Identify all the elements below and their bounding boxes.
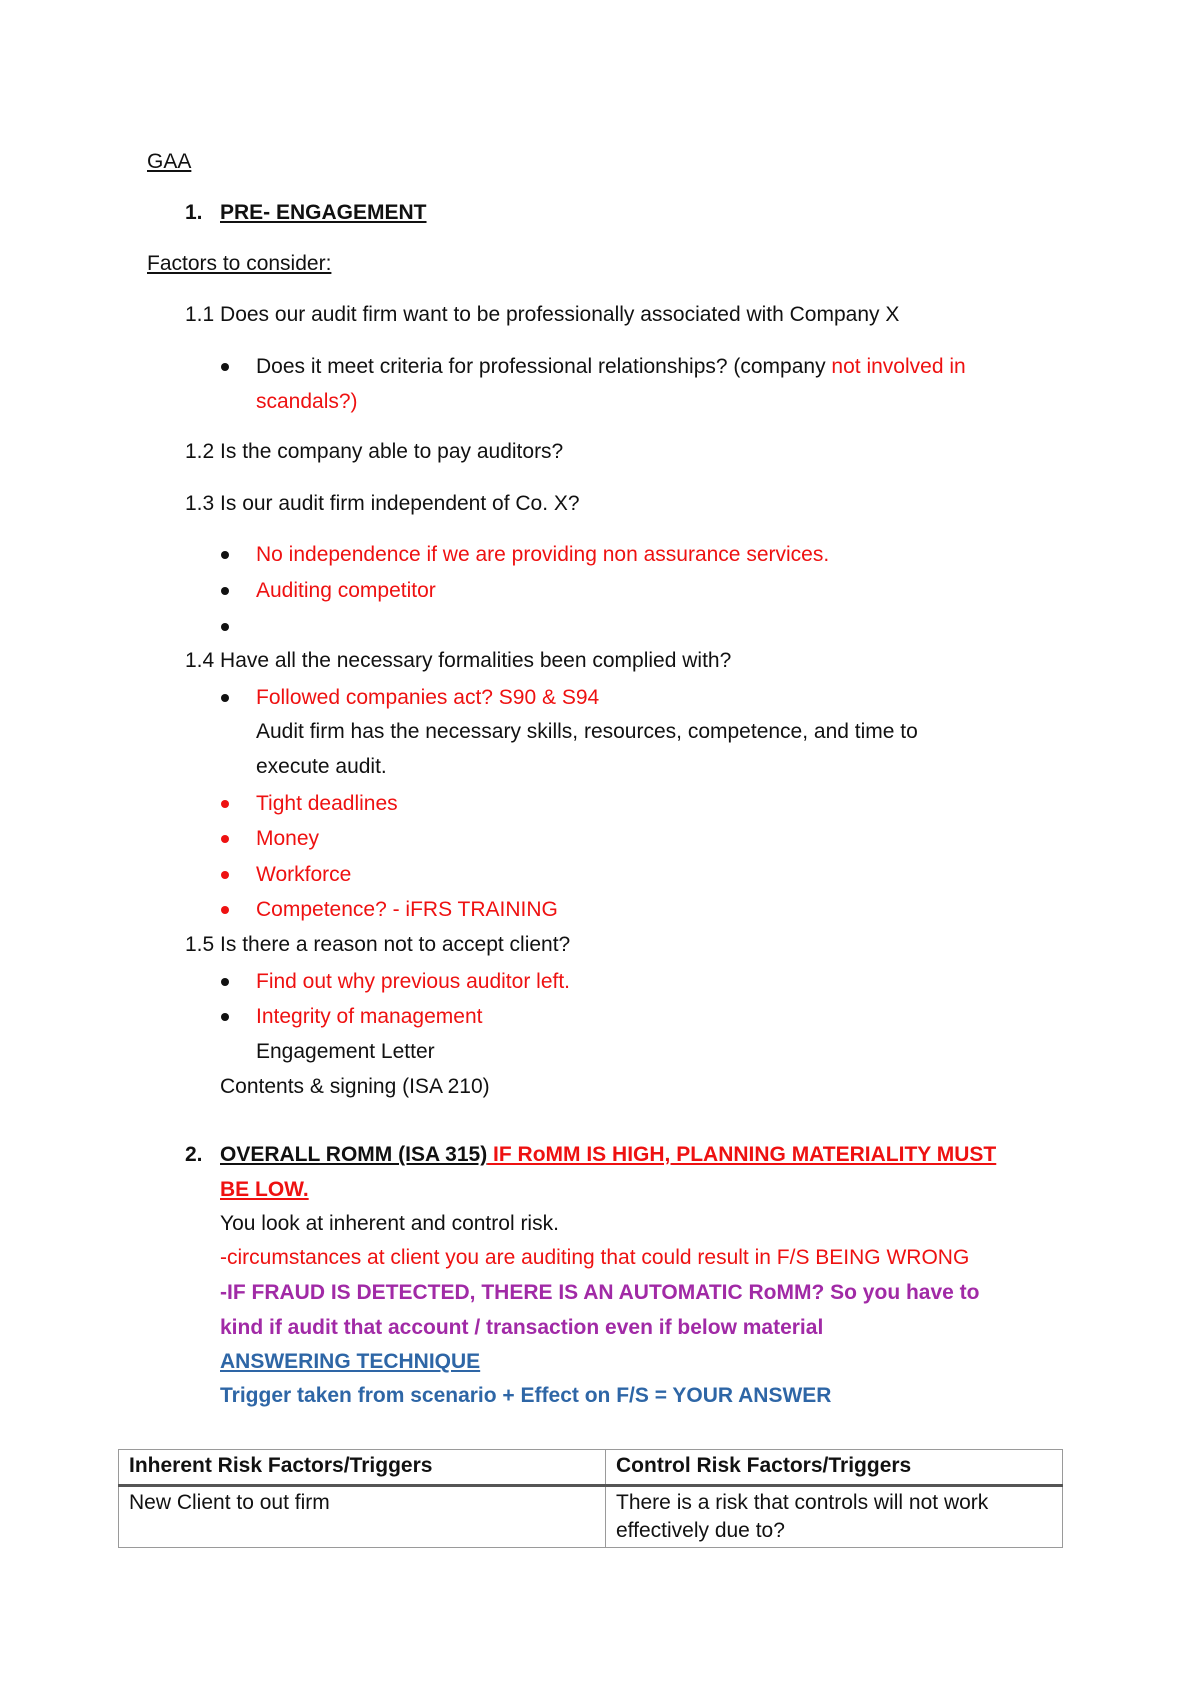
fraud-line-2: kind if audit that account / transaction even if below material: [220, 1316, 824, 1339]
factors-label: Factors to consider:: [147, 252, 332, 275]
q3-bullet-2: Auditing competitor: [256, 579, 436, 602]
section2-heading-cont: BE LOW.: [220, 1178, 309, 1201]
question-1-3: 1.3 Is our audit firm independent of Co. X?: [185, 492, 580, 515]
table-header-cell: Inherent Risk Factors/Triggers: [119, 1450, 606, 1486]
q4-red-bullet-4: Competence? - iFRS TRAINING: [256, 898, 558, 921]
doc-title: GAA: [147, 150, 192, 173]
question-1-1: 1.1 Does our audit firm want to be professionally associated with Company X: [185, 303, 900, 326]
bullet-icon: [221, 871, 229, 879]
q1-bullet-text-cont: scandals?): [256, 390, 358, 413]
question-1-2: 1.2 Is the company able to pay auditors?: [185, 440, 564, 463]
risk-factors-table: [118, 1449, 1063, 1548]
contents-signing: Contents & signing (ISA 210): [220, 1075, 490, 1098]
section2-heading: OVERALL ROMM (ISA 315) IF RoMM IS HIGH, PLANNING MATERIALITY MUST: [220, 1143, 997, 1166]
q4-note-line-1: Audit firm has the necessary skills, resources, competence, and time to: [256, 720, 918, 743]
table-header-cell: Control Risk Factors/Triggers: [606, 1450, 1063, 1486]
section1-heading: PRE- ENGAGEMENT: [220, 201, 427, 224]
q3-bullet-1: No independence if we are providing non assurance services.: [256, 543, 830, 566]
bullet-icon: [221, 906, 229, 914]
question-1-4: 1.4 Have all the necessary formalities been complied with?: [185, 649, 732, 672]
q1-bullet-text: Does it meet criteria for professional relationships? (company not involved in: [256, 355, 966, 378]
inherent-control-line: You look at inherent and control risk.: [220, 1212, 559, 1235]
section2-number: 2.: [185, 1143, 203, 1166]
bullet-icon: [221, 551, 229, 559]
circumstances-line: -circumstances at client you are auditing that could result in F/S BEING WRONG: [220, 1246, 970, 1269]
bullet-icon: [221, 587, 229, 595]
answering-technique: ANSWERING TECHNIQUE: [220, 1350, 481, 1373]
fraud-line-1: -IF FRAUD IS DETECTED, THERE IS AN AUTOMATIC RoMM? So you have to: [220, 1281, 980, 1304]
table-header-row: [119, 1450, 1063, 1486]
engagement-letter: Engagement Letter: [256, 1040, 435, 1063]
table-cell: New Client to out firm: [119, 1486, 606, 1548]
bullet-icon: [221, 623, 229, 631]
bullet-icon: [221, 800, 229, 808]
bullet-icon: [221, 978, 229, 986]
q4-note-line-2: execute audit.: [256, 755, 387, 778]
q4-red-bullet-2: Money: [256, 827, 320, 850]
answer-formula: Trigger taken from scenario + Effect on F/S = YOUR ANSWER: [220, 1384, 832, 1407]
table-cell: There is a risk that controls will not work effectively due to?: [606, 1486, 1063, 1548]
q5-bullet-2: Integrity of management: [256, 1005, 483, 1028]
question-1-5: 1.5 Is there a reason not to accept client?: [185, 933, 571, 956]
q4-red-bullet-1: Tight deadlines: [256, 792, 398, 815]
q4-red-bullet-3: Workforce: [256, 863, 352, 886]
bullet-icon: [221, 694, 229, 702]
section1-number: 1.: [185, 201, 203, 224]
bullet-icon: [221, 363, 229, 371]
q4-bullet-1: Followed companies act? S90 & S94: [256, 686, 600, 709]
bullet-icon: [221, 1013, 229, 1021]
bullet-icon: [221, 835, 229, 843]
table-row: [119, 1486, 1063, 1548]
q5-bullet-1: Find out why previous auditor left.: [256, 970, 570, 993]
